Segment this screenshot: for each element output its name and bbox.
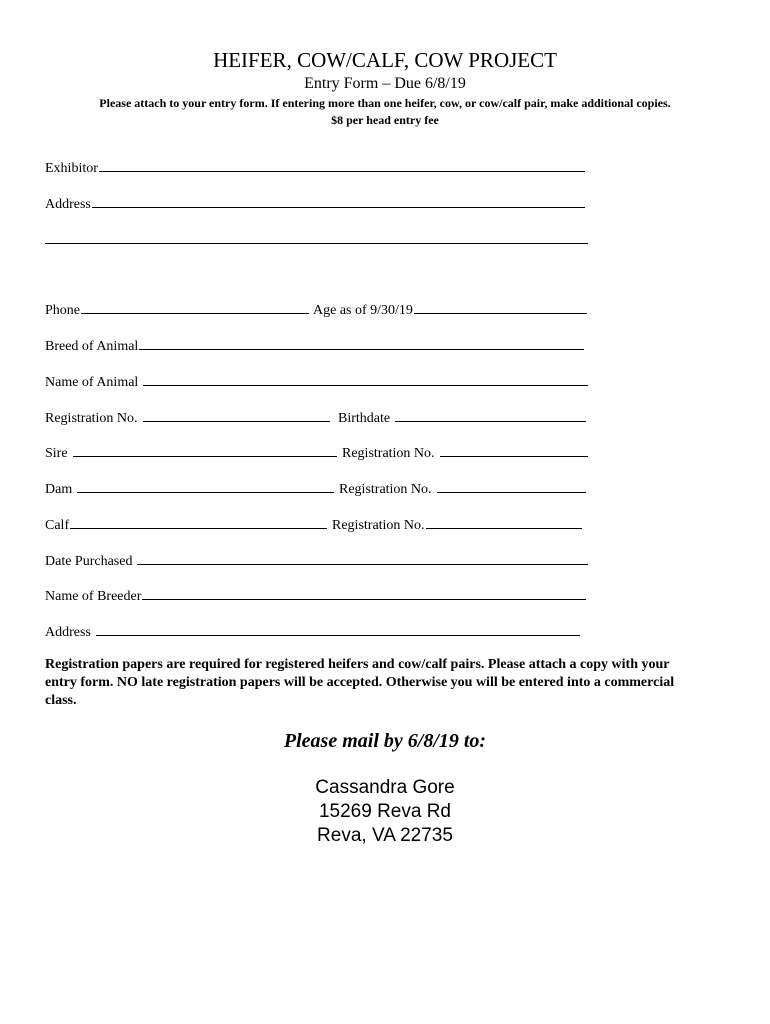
form-subtitle: Entry Form – Due 6/8/19	[304, 75, 466, 92]
dam-registration-field[interactable]	[437, 478, 586, 493]
age-field[interactable]	[414, 299, 587, 314]
calf-registration-field[interactable]	[426, 514, 582, 529]
address-label: Address	[45, 197, 91, 212]
registration-notice: Registration papers are required for registered heifers and cow/calf pairs. Please attach a copy with your entry form. NO late registration papers will be accepted. Otherwise you will be entered into a commercial class.	[45, 657, 675, 708]
calf-registration-label: Registration No.	[332, 518, 425, 533]
breeder-address-label: Address	[45, 625, 91, 640]
sire-registration-field[interactable]	[440, 442, 588, 457]
exhibitor-row	[45, 157, 585, 175]
birthdate-field[interactable]	[395, 407, 586, 422]
exhibitor-field[interactable]	[99, 157, 585, 172]
calf-row	[45, 514, 582, 532]
sire-label: Sire	[45, 446, 68, 461]
age-label: Age as of 9/30/19	[313, 303, 413, 318]
sire-registration-label: Registration No.	[342, 446, 435, 461]
phone-age-row	[45, 299, 587, 317]
mail-recipient-name: Cassandra Gore	[315, 777, 455, 798]
entry-fee: $8 per head entry fee	[331, 113, 439, 127]
mail-city-state-zip: Reva, VA 22735	[317, 825, 453, 846]
dam-registration-label: Registration No.	[339, 482, 432, 497]
form-title: HEIFER, COW/CALF, COW PROJECT	[213, 48, 557, 72]
breed-field[interactable]	[139, 335, 584, 350]
breed-label: Breed of Animal	[45, 339, 139, 354]
breeder-name-field[interactable]	[142, 585, 586, 600]
calf-field[interactable]	[70, 514, 327, 529]
attach-instruction: Please attach to your entry form. If entering more than one heifer, cow, or cow/calf pair, make additional copies.	[99, 96, 671, 110]
dam-row	[45, 478, 586, 496]
breeder-address-row	[45, 621, 580, 639]
phone-field[interactable]	[81, 299, 309, 314]
animal-name-field[interactable]	[143, 371, 588, 386]
breeder-address-field[interactable]	[96, 621, 580, 636]
registration-label: Registration No.	[45, 411, 138, 426]
address-row	[45, 193, 585, 211]
mail-heading: Please mail by 6/8/19 to:	[283, 730, 487, 752]
address-continuation-field[interactable]	[45, 243, 588, 244]
sire-field[interactable]	[73, 442, 337, 457]
mail-street: 15269 Reva Rd	[318, 801, 452, 822]
calf-label: Calf	[45, 518, 70, 533]
birthdate-label: Birthdate	[338, 411, 391, 426]
sire-row	[45, 442, 588, 460]
breed-row	[45, 335, 584, 353]
animal-name-label: Name of Animal	[45, 375, 139, 390]
registration-birthdate-row	[45, 407, 586, 425]
registration-field[interactable]	[143, 407, 330, 422]
date-purchased-row	[45, 550, 588, 568]
exhibitor-label: Exhibitor	[45, 161, 98, 176]
address-field[interactable]	[92, 193, 585, 208]
dam-field[interactable]	[77, 478, 334, 493]
breeder-name-label: Name of Breeder	[45, 589, 142, 604]
dam-label: Dam	[45, 482, 73, 497]
date-purchased-field[interactable]	[137, 550, 588, 565]
animal-name-row	[45, 371, 588, 389]
phone-label: Phone	[45, 303, 80, 318]
date-purchased-label: Date Purchased	[45, 554, 133, 569]
breeder-name-row	[45, 585, 586, 603]
